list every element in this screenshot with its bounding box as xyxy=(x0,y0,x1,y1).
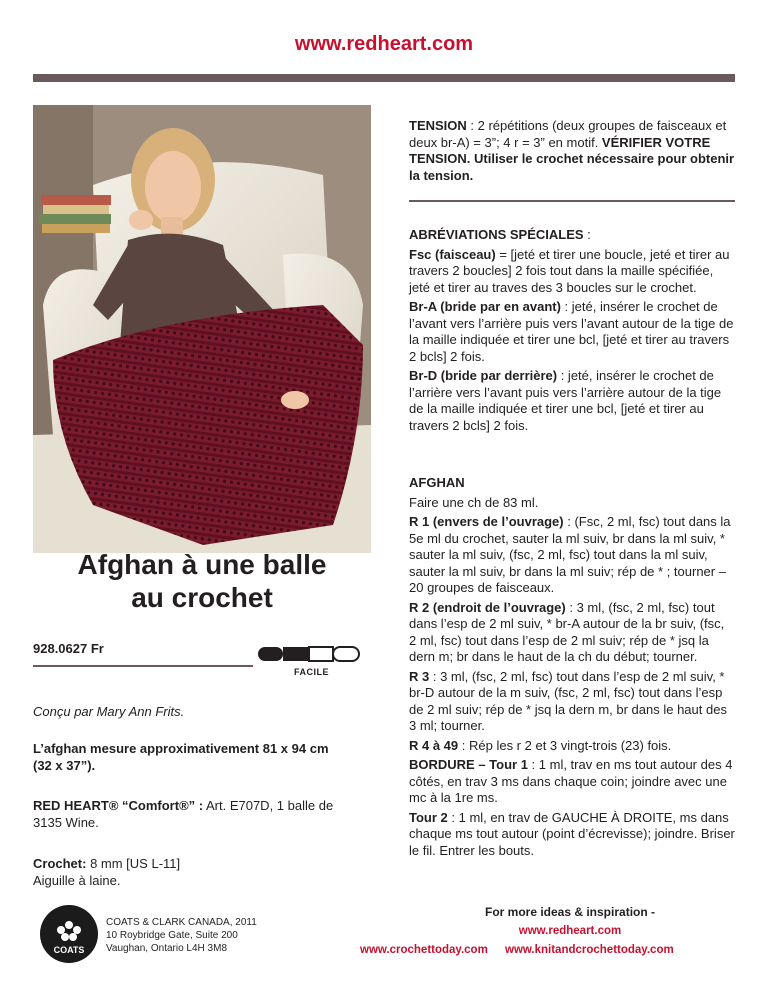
tension-label: TENSION xyxy=(409,118,467,133)
pattern-number: 928.0627 Fr xyxy=(33,641,104,656)
left-rule xyxy=(33,665,253,667)
footer-url-knit[interactable]: www.knitandcrochettoday.com xyxy=(505,944,674,956)
designer-credit: Conçu par Mary Ann Frits. xyxy=(33,704,185,719)
row-text: : 1 ml, en trav de GAUCHE À DROITE, ms dans chaque ms tout autour (point d’écrevisse); joindre. Briser le fil. Entrer les bouts. xyxy=(409,809,735,858)
afghan-row xyxy=(409,600,735,666)
coats-logo xyxy=(40,905,98,963)
row-term: Tour 2 xyxy=(409,809,448,825)
coats-logo-mark xyxy=(40,905,98,963)
afghan-photo xyxy=(33,105,371,553)
afghan-section xyxy=(409,475,735,862)
tension-text: : 2 répétitions (deux groupes de faisceaux et deux br-A) = 3”; 4 r = 3” en motif. xyxy=(409,118,727,150)
abbrev-item xyxy=(409,247,735,297)
abbreviations-heading: ABRÉVIATIONS SPÉCIALES xyxy=(409,227,584,242)
footer-heading: For more ideas & inspiration - xyxy=(484,905,656,919)
pattern-title xyxy=(33,548,371,614)
abbrev-item xyxy=(409,299,735,365)
row-text: : (Fsc, 2 ml, fsc) tout dans la 5e ml du crochet, sauter la ml suiv, br dans la ml suiv, * sauter la ml suiv, (fsc, 2 ml, fsc) tout dans la ml suiv, sauter la ml suiv, br dans la ml suiv; rép de * ; tourner – 20 groupes de faisceaux. xyxy=(409,514,731,595)
coats-address xyxy=(106,916,257,955)
row-term: BORDURE – Tour 1 xyxy=(409,757,528,772)
footer-url-crochet[interactable]: www.crochettoday.com xyxy=(360,944,488,956)
row-term: R 2 (endroit de l’ouvrage) xyxy=(409,599,566,615)
footer-url-main[interactable]: www.redheart.com xyxy=(518,925,622,937)
row-text: : 1 ml, trav en ms tout autour des 4 côtés, en trav 3 ms dans chaque coin; joindre avec une mc à la 1re ms. xyxy=(409,757,733,805)
row-text: : 3 ml, (fsc, 2 ml, fsc) tout dans l’esp de 2 ml suiv, * br-A autour de la br suiv, (fsc, 2 ml, fsc) tout dans l’esp de 2 ml suiv; rép de * jsq la dern m; br dans le haut de la ch du début; tourner. xyxy=(409,599,725,664)
abbrev-text: : jeté, insérer le crochet de l’arrière vers l’avant puis vers l’arrière autour de la tige de la maille indiquée et tirer une bcl, [jeté et tirer au travers 2 bcls] 2 fois. xyxy=(409,368,722,433)
row-term: R 1 (envers de l’ouvrage) xyxy=(409,514,564,529)
row-text: : 3 ml, (fsc, 2 ml, fsc) tout dans l’esp de 2 ml suiv, * br-D autour de la m suiv, (fsc, 2 ml, fsc) tout dans l’esp de 2 ml suiv; rép de * jsq la dern m, br dans le haut des 3 ml; tourner. xyxy=(409,668,727,733)
abbrev-text: : jeté, insérer le crochet de l’avant vers l’arrière puis vers l’avant autour de la tige de la maille indiquée et tirer une bcl, [jeté et tirer au travers 2 bcls] 2 fois. xyxy=(409,299,734,364)
measurements xyxy=(33,740,363,774)
needle-info: Aiguille à laine. xyxy=(33,873,121,888)
tension-section xyxy=(409,118,735,184)
abbrev-term: Br-A (bride par en avant) xyxy=(409,299,561,314)
afghan-row xyxy=(409,757,735,807)
yarn-label: RED HEART® “Comfort®” : xyxy=(33,798,204,813)
yarn-text: Art. E707D, 1 balle de xyxy=(203,798,334,813)
pattern-title-line2: au crochet xyxy=(131,582,273,613)
skill-level-label: FACILE xyxy=(294,667,330,677)
row-term: R 4 à 49 xyxy=(409,737,459,753)
abbrev-item xyxy=(409,368,735,434)
row-term: R 3 xyxy=(409,668,430,684)
header-rule xyxy=(33,74,735,82)
afghan-intro: Faire une ch de 83 ml. xyxy=(409,494,539,510)
tension-rule xyxy=(409,200,735,202)
row-text: : Rép les r 2 et 3 vingt-trois (23) fois. xyxy=(458,737,672,753)
afghan-row xyxy=(409,738,735,755)
measurements-line1: L’afghan mesure approximativement 81 x 94 cm xyxy=(33,741,329,756)
pattern-title-line1: Afghan à une balle xyxy=(77,549,327,580)
coats-line3: Vaughan, Ontario L4H 3M8 xyxy=(106,943,228,954)
hook-size: 8 mm [US L-11] xyxy=(86,856,181,871)
abbrev-term: Br-D (bride par derrière) xyxy=(409,368,558,383)
hook-label: Crochet: xyxy=(33,856,87,871)
abbreviations-heading-suffix: : xyxy=(583,227,591,242)
afghan-photo-illustration xyxy=(33,105,371,553)
abbrev-term: Fsc (faisceau) xyxy=(409,246,496,262)
abbrev-text: = [jeté et tirer une boucle, jeté et tirer au travers 2 boucles] 2 fois tout dans la maille spécifiée, jeté et tirer au traves des 3 boucles sur le crochet. xyxy=(409,246,730,295)
afghan-row xyxy=(409,810,735,860)
afghan-row xyxy=(409,669,735,735)
header-url[interactable]: www.redheart.com xyxy=(294,33,474,55)
yarn-color: 3135 Wine. xyxy=(33,815,99,830)
afghan-heading: AFGHAN xyxy=(409,475,465,490)
hook-info xyxy=(33,855,363,889)
measurements-line2: (32 x 37”). xyxy=(33,758,96,773)
yarn-info xyxy=(33,797,363,831)
abbreviations-section xyxy=(409,227,735,437)
coats-line1: COATS & CLARK CANADA, 2011 xyxy=(106,917,257,928)
coats-line2: 10 Roybridge Gate, Suite 200 xyxy=(106,930,238,941)
tension-check: VÉRIFIER VOTRE TENSION. Utiliser le crochet nécessaire pour obtenir la tension. xyxy=(409,134,735,183)
afghan-row xyxy=(409,514,735,597)
coats-logo-text: COATS xyxy=(53,945,85,955)
